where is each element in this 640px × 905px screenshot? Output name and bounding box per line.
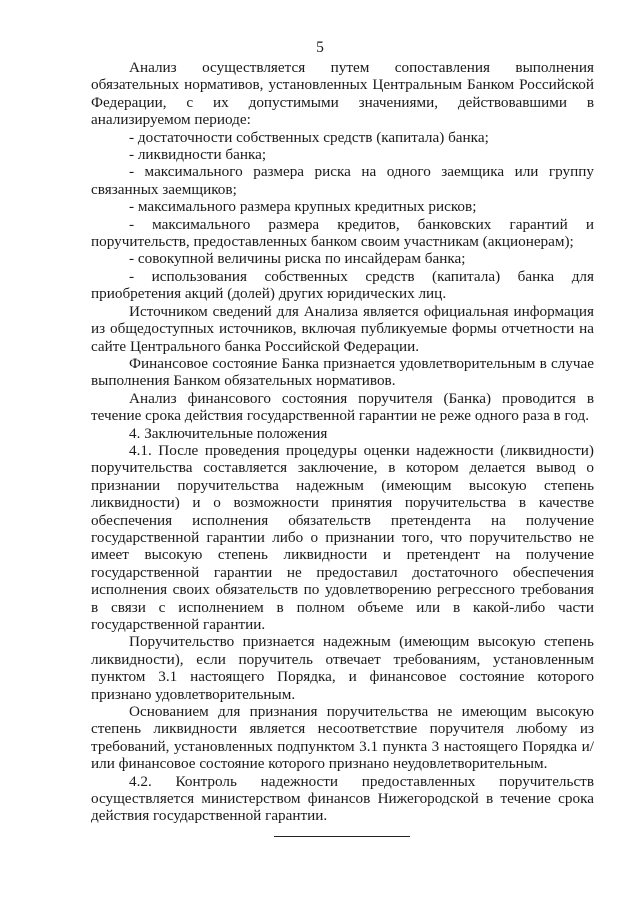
list-item-loans-to-shareholders: - максимального размера кредитов, банковских гарантий и поручительств, предоставленных банком своим участникам (акционерам);	[91, 215, 594, 251]
list-item-capital-adequacy: - достаточности собственных средств (капитала) банка;	[129, 128, 489, 146]
document-body	[91, 59, 594, 825]
paragraph-reliable-guarantee: Поручительство признается надежным (имеющим высокую степень ликвидности), если поручитель отвечает требованиям, установленным пунктом 3.1 настоящего Порядка, и финансовое состояние которого признано удовлетворительным.	[91, 633, 594, 703]
paragraph-4-1: 4.1. После проведения процедуры оценки надежности (ликвидности) поручительства составляется заключение, в котором делается вывод о признании поручительства надежным (имеющим высокую степень ликвидности) и о возможности принятия поручительства в качестве обеспечения исполнения обязательств претендента на получение государственной гарантии либо о признании того, что поручительство не имеет высокую степень ликвидности и претендент на получение государственной гарантии не предоставил достаточного обеспечения исполнения своих обязательств по удовлетворению регрессного требования в связи с исполнением в полном объеме или в какой-либо части государственной гарантии.	[91, 441, 594, 633]
list-item-single-borrower-risk: - максимального размера риска на одного заемщика или группу связанных заемщиков;	[91, 163, 594, 198]
page-number: 5	[316, 39, 324, 56]
list-item-liquidity: - ликвидности банка;	[129, 146, 267, 164]
list-item-equity-investments: - использования собственных средств (капитала) банка для приобретения акций (долей) других юридических лиц.	[91, 267, 594, 303]
list-item-insider-risk: - совокупной величины риска по инсайдерам банка;	[129, 250, 466, 268]
paragraph-4-2: 4.2. Контроль надежности предоставленных поручительств осуществляется министерством финансов Нижегородской в течение срока действия государственной гарантии.	[91, 772, 594, 825]
paragraph-unreliable-guarantee: Основанием для признания поручительства не имеющим высокую степень ликвидности является несоответствие поручителя любому из требований, установленных подпунктом 3.1 пункта 3 настоящего Порядка и/или финансовое состояние которого признано неудовлетворительным.	[91, 703, 594, 773]
paragraph-financial-condition: Финансовое состояние Банка признается удовлетворительным в случае выполнения Банком обязательных нормативов.	[91, 354, 594, 390]
footer-divider	[274, 836, 410, 837]
list-item-large-credit-risks: - максимального размера крупных кредитных рисков;	[129, 198, 477, 216]
paragraph-information-source: Источником сведений для Анализа является официальная информация из общедоступных источников, включая публикуемые формы отчетности на сайте Центрального банка Российской Федерации.	[91, 302, 594, 355]
section-heading-final-provisions: 4. Заключительные положения	[129, 424, 328, 442]
paragraph-intro: Анализ осуществляется путем сопоставления выполнения обязательных нормативов, установленных Центральным Банком Российской Федерации, с их допустимыми значениями, действовавшими в анализируемом периоде:	[91, 59, 594, 129]
paragraph-analysis-frequency: Анализ финансового состояния поручителя (Банка) проводится в течение срока действия государственной гарантии не реже одного раза в год.	[91, 389, 594, 425]
